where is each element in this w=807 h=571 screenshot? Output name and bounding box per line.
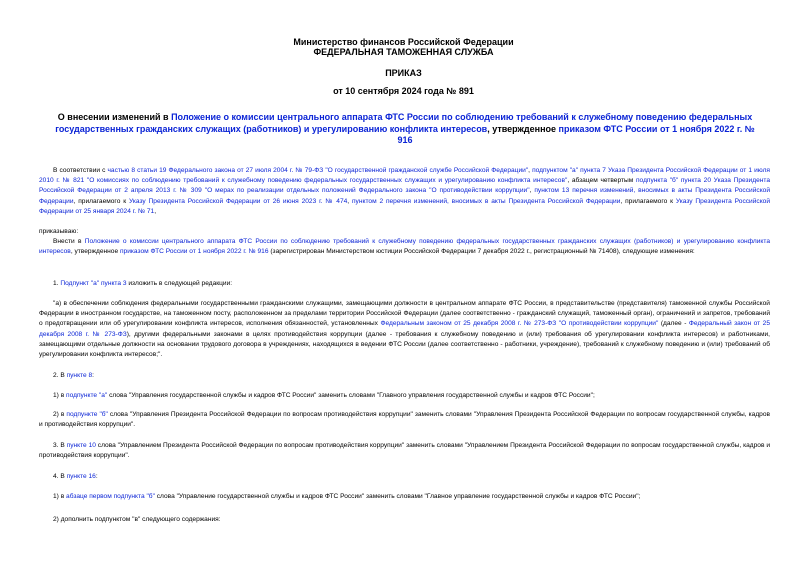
intro-link-order-916[interactable]: приказом ФТС России от 1 ноября 2022 г. № 916 bbox=[119, 248, 269, 256]
preamble-link-decree-474[interactable]: Указу Президента Российской Федерации от 26 июня 2023 г. № 474 bbox=[128, 197, 348, 205]
preamble-link-changes-list-2[interactable]: пунктом 2 перечня изменений, вносимых в акты Президента Российской Федерации bbox=[351, 197, 621, 205]
item-text: 2) в bbox=[53, 411, 67, 418]
preamble-link-decree-71[interactable]: Указу Президента Российской Федерации от 25 января 2024 г. № 71 bbox=[39, 197, 771, 215]
document-date-number: от 10 сентября 2024 года № 891 bbox=[333, 86, 474, 96]
item-2-link[interactable]: пункте 8 bbox=[66, 372, 93, 379]
preamble-link-decree-821[interactable]: подпунктом "а" пункта 7 Указа Президента Российской Федерации от 1 июля 2010 г. № 821 "О комиссиях по соблюдению требований к служебному поведению федеральных государственных служащих и урегулированию конфликта интересов" bbox=[39, 167, 770, 185]
title-prefix: О внесении изменений в bbox=[57, 112, 172, 122]
item-2 bbox=[53, 371, 94, 381]
preamble-paragraph bbox=[39, 166, 770, 217]
ministry-name: Министерство финансов Российской Федерации bbox=[293, 37, 514, 47]
intro-link-regulation[interactable]: Положение о комиссии центрального аппарата ФТС России по соблюдению требований к служебному поведению федеральных государственных гражданских служащих (работников) и урегулированию конфликта интересов bbox=[39, 238, 771, 256]
item-4-1 bbox=[39, 492, 770, 502]
quote-text: ), другими федеральными законами в целях противодействия коррупции (далее - требования к служебному поведению и (или) требования об урегулировании конфликта интересов) и работниками, замещающими отдельные должности на основании трудового договора в учреждениях, находящихся в ведении ФТС России (далее соответственно - работники, учреждение), требований к служебному поведению и (или) требований об урегулировании конфликта интересов;". bbox=[39, 330, 770, 359]
preamble-text: , bbox=[347, 197, 352, 205]
preamble-link-decree-309[interactable]: подпункта "б" пункта 20 Указа Президента Российской Федерации от 2 апреля 2013 г. № 309 "О мерах по реализации отдельных положений Федерального закона "О противодействии коррупции" bbox=[39, 177, 770, 195]
quote-link-law-273[interactable]: Федеральным законом от 25 декабря 2008 г. № 273-ФЗ "О противодействии коррупции" bbox=[380, 320, 659, 328]
intro-text: , утвержденное bbox=[70, 248, 120, 256]
preamble-text: , bbox=[529, 187, 535, 195]
item-text: : bbox=[92, 372, 94, 379]
quoted-subparagraph-a bbox=[39, 299, 770, 360]
preamble-text: , bbox=[154, 207, 157, 215]
item-2-1-link[interactable]: подпункте "а" bbox=[66, 392, 108, 399]
document-type: ПРИКАЗ bbox=[385, 68, 422, 78]
item-2-1 bbox=[39, 391, 770, 401]
preamble-text: В соответствии с bbox=[53, 167, 108, 174]
quote-text: (далее - bbox=[658, 320, 689, 328]
preamble-text: , абзацем четвертым bbox=[567, 177, 636, 185]
item-4 bbox=[53, 472, 98, 482]
preamble-text: , прилагаемого к bbox=[73, 197, 129, 205]
item-text: 1) в bbox=[53, 493, 67, 500]
item-text: 4. В bbox=[53, 473, 67, 480]
preamble-text: , прилагаемого к bbox=[620, 197, 676, 205]
item-text: изложить в следующей редакции: bbox=[126, 280, 233, 287]
item-text: слова "Управления Президента Российской Федерации по вопросам противодействия коррупции" заменить словами "Управления Президента Российской Федерации по вопросам государственной службы, кадров и противодействия коррупции". bbox=[39, 411, 771, 429]
quote-text: "а) в обеспечении соблюдения федеральными государственными гражданскими служащими, замещающими должности в центральном аппарате ФТС России, в представительстве (представителя) таможенной службы Российской Федерации в иностранном государстве, на таможенном посту, расположенном за пределами территории Российской Федерации (далее соответственно - гражданский служащий, таможенный орган), ограничений и запретов, требований о предотвращении или об урегулировании конфликта интересов, исполнения обязанностей, установленных bbox=[39, 300, 770, 328]
preamble-link-federal-law[interactable]: частью 8 статьи 19 Федерального закона от 27 июля 2004 г. № 79-ФЗ "О государственной гражданской службе Российской Федерации" bbox=[107, 167, 529, 174]
item-text: 3. В bbox=[53, 442, 67, 449]
order-word: приказываю: bbox=[39, 228, 79, 235]
preamble-text: , bbox=[528, 167, 533, 174]
item-4-link[interactable]: пункте 16 bbox=[66, 473, 96, 480]
item-text: : bbox=[95, 473, 98, 480]
item-3-link[interactable]: пункте 10 bbox=[66, 442, 96, 449]
item-2-2-link[interactable]: подпункте "б" bbox=[66, 411, 108, 418]
item-text: слова "Управление государственной службы и кадров ФТС России" заменить словами "Главное управление государственной службы и кадров ФТС России"; bbox=[154, 493, 641, 500]
item-text: слова "Управлением Президента Российской Федерации по вопросам противодействия коррупции" заменить словами "Управлением Президента Российской Федерации по вопросам государственной службы, кадров и противодействия коррупции". bbox=[39, 442, 771, 460]
intro-paragraph bbox=[39, 237, 770, 257]
item-1-link[interactable]: Подпункт "а" пункта 3 bbox=[60, 280, 127, 287]
document-title bbox=[55, 112, 755, 147]
item-2-2 bbox=[39, 410, 770, 430]
title-link-regulation[interactable]: Положение о комиссии центрального аппарата ФТС России по соблюдению требований к служебному поведению федеральных государственных гражданских служащих (работников) и урегулированию конфликта интересов bbox=[55, 112, 753, 134]
intro-text: Внести в bbox=[53, 238, 85, 245]
service-name: ФЕДЕРАЛЬНАЯ ТАМОЖЕННАЯ СЛУЖБА bbox=[313, 47, 494, 57]
item-4-1-link-subparagraph[interactable]: подпункта "б" bbox=[113, 493, 155, 500]
title-link-order[interactable]: приказом ФТС России от 1 ноября 2022 г. № 916 bbox=[397, 123, 755, 145]
item-text: 1. bbox=[53, 280, 61, 287]
item-text: 2. В bbox=[53, 372, 67, 379]
preamble-link-changes-list-13[interactable]: пунктом 13 перечня изменений, вносимых в акты Президента Российской Федерации bbox=[39, 187, 770, 205]
item-text: 1) в bbox=[53, 392, 67, 399]
quote-link-law-273-short[interactable]: Федеральный закон от 25 декабря 2008 г. № 273-ФЗ bbox=[39, 320, 770, 338]
intro-text: (зарегистрирован Министерством юстиции Российской Федерации 7 декабря 2022 г., регистрационный № 71408), следующие изменения: bbox=[268, 248, 695, 256]
item-1 bbox=[53, 279, 232, 289]
item-3 bbox=[39, 441, 770, 461]
item-4-1-link-paragraph[interactable]: абзаце первом bbox=[66, 493, 112, 500]
title-middle: , утвержденное bbox=[487, 123, 559, 134]
item-text: слова "Управления государственной службы и кадров ФТС России" заменить словами "Главного управления государственной службы и кадров ФТС России"; bbox=[107, 392, 595, 399]
item-4-2: 2) дополнить подпунктом "в" следующего содержания: bbox=[53, 516, 221, 523]
